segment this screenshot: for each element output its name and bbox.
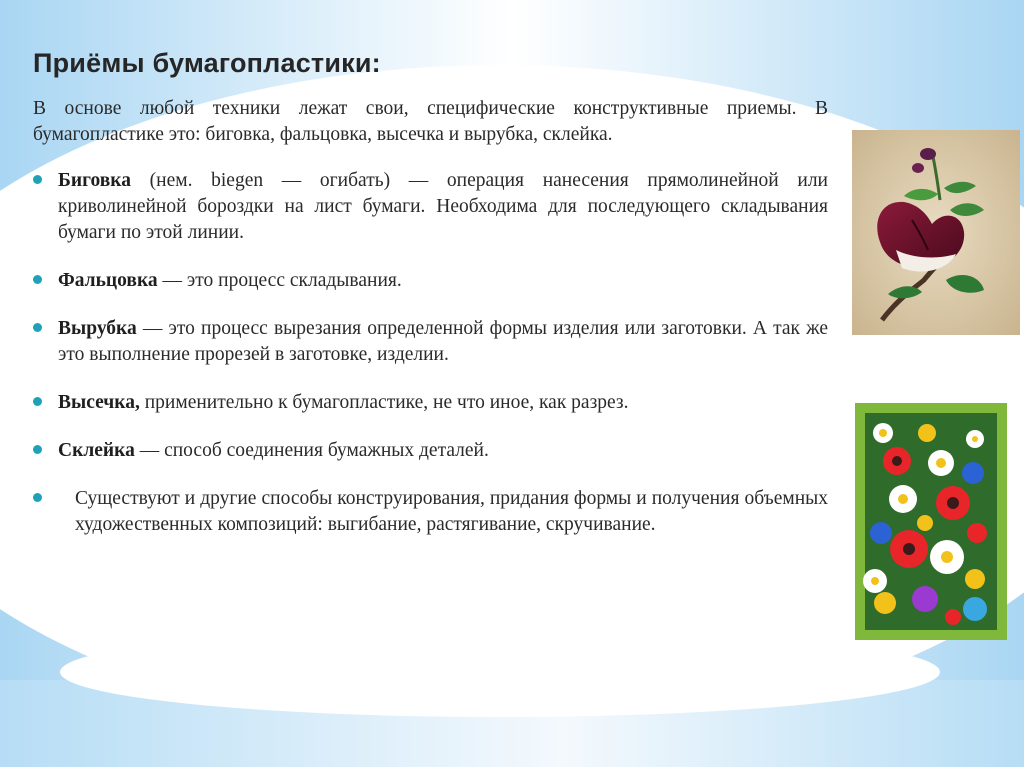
bullet-dot-icon xyxy=(33,397,42,406)
intro-paragraph: В основе любой техники лежат свои, специфические конструктивные приемы. В бумагопластике это: биговка, фальцовка, высечка и вырубка, склейка. xyxy=(33,98,828,145)
bullet-dot-icon xyxy=(33,493,42,502)
bullet-text: (нем. biegen — огибать) — операция нанесения прямолинейной или криволинейной бороздки на лист бумаги. Необходима для последующего складывания бумаги по этой линии. xyxy=(58,170,828,243)
bullet-term: Высечка, xyxy=(58,392,140,413)
bullet-dot-icon xyxy=(33,175,42,184)
slide-title: Приёмы бумагопластики: xyxy=(33,48,381,78)
paper-flower-picture xyxy=(852,130,1020,335)
bullet-term: Вырубка xyxy=(58,318,137,339)
flower-bouquet-frame-picture xyxy=(855,403,1007,640)
bullet-text: — это процесс складывания. xyxy=(157,270,402,291)
bullet-term: Фальцовка xyxy=(58,270,158,291)
bullet-item-other-methods xyxy=(33,486,828,538)
bullet-item-vyrubka xyxy=(33,316,828,368)
bullet-item-skleyka xyxy=(33,438,828,464)
bullet-dot-icon xyxy=(33,275,42,284)
bullet-dot-icon xyxy=(33,445,42,454)
bullet-text: — способ соединения бумажных деталей. xyxy=(134,440,489,461)
bullet-term: Склейка xyxy=(58,440,135,461)
bullet-text: применительно к бумагопластике, не что иное, как разрез. xyxy=(139,392,629,413)
bullet-item-vysechka xyxy=(33,390,828,416)
bullet-list xyxy=(33,168,828,558)
bullet-item-faltsovka xyxy=(33,268,828,294)
bullet-term: Биговка xyxy=(58,170,131,191)
bullet-text: Существуют и другие способы конструирования, придания формы и получения объемных художественных композиций: выгибание, растягивание, скручивание. xyxy=(75,488,828,535)
bullet-text: — это процесс вырезания определенной формы изделия или заготовки. А так же это выполнение прорезей в заготовке, изделии. xyxy=(58,318,828,365)
bullet-dot-icon xyxy=(33,323,42,332)
bullet-item-bigovka xyxy=(33,168,828,246)
